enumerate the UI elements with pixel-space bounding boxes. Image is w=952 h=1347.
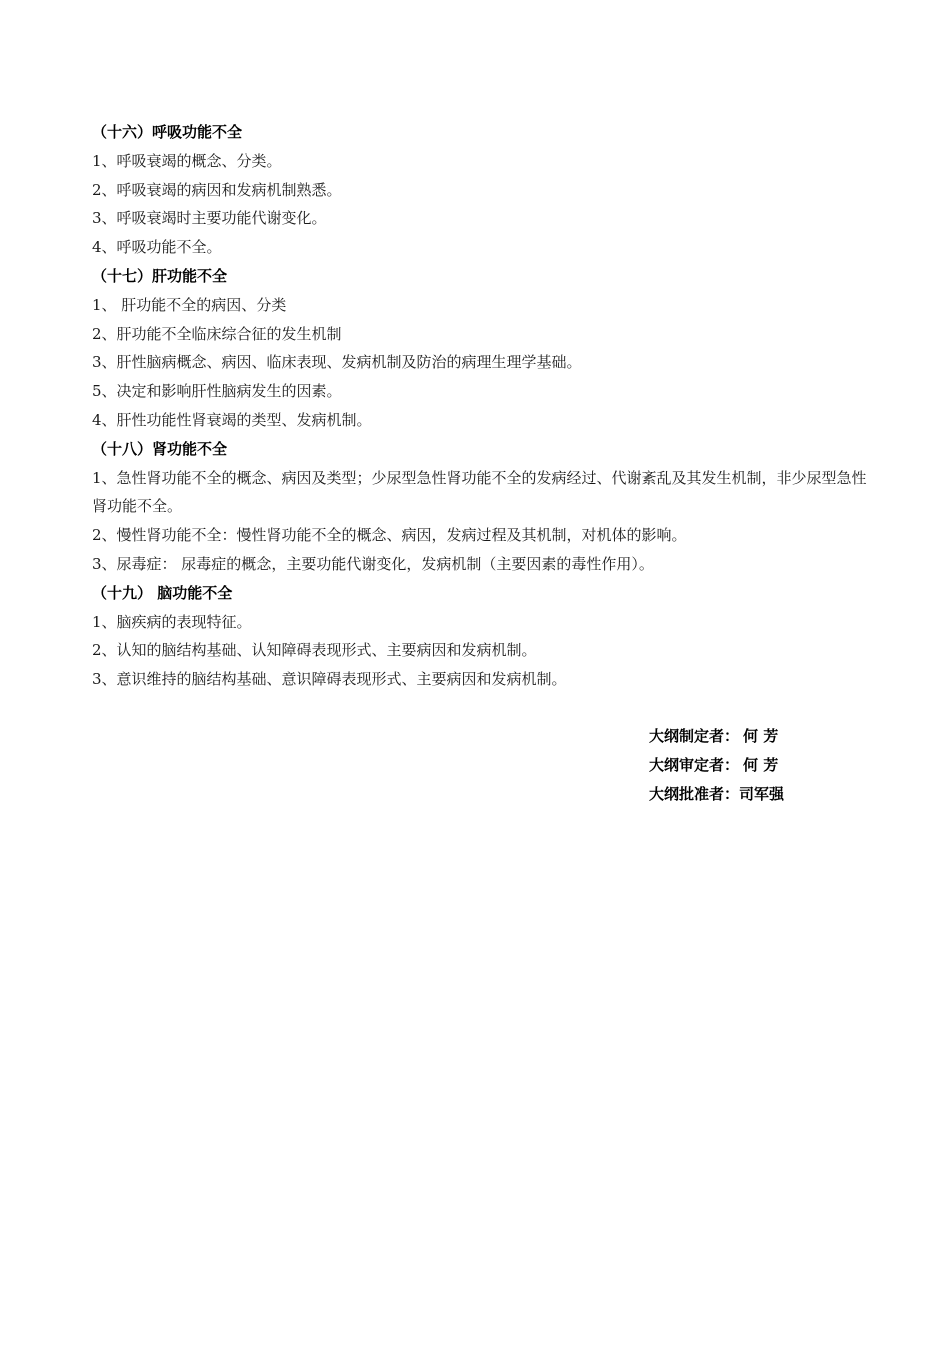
signature-approver-row — [649, 780, 784, 809]
list-item: 2、认知的脑结构基础、认知障碍表现形式、主要病因和发病机制。 — [92, 641, 537, 660]
list-item: 1、急性肾功能不全的概念、病因及类型；少尿型急性肾功能不全的发病经过、代谢紊乱及其发生机制，非少尿型急性肾功能不全。 — [92, 468, 867, 516]
list-item: 1、 肝功能不全的病因、分类 — [92, 295, 287, 314]
signature-block — [649, 722, 784, 808]
author-name: 何 芳 — [743, 727, 779, 745]
list-item: 2、肝功能不全临床综合征的发生机制 — [92, 324, 342, 343]
section-heading-17: （十七）肝功能不全 — [92, 266, 228, 285]
section-heading-19: （十九） 脑功能不全 — [92, 583, 233, 602]
signature-author-row — [649, 722, 784, 751]
author-label: 大纲制定者： — [649, 727, 740, 745]
list-item: 3、尿毒症： 尿毒症的概念，主要功能代谢变化，发病机制（主要因素的毒性作用）。 — [92, 554, 654, 573]
approver-name: 司军强 — [739, 784, 785, 803]
approver-label: 大纲批准者： — [649, 784, 740, 803]
signature-reviewer-row — [649, 751, 784, 780]
list-item: 1、脑疾病的表现特征。 — [92, 612, 252, 631]
list-item: 3、意识维持的脑结构基础、意识障碍表现形式、主要病因和发病机制。 — [92, 670, 567, 689]
section-heading-18: （十八）肾功能不全 — [92, 439, 228, 458]
reviewer-label: 大纲审定者： — [649, 755, 740, 774]
list-item: 3、呼吸衰竭时主要功能代谢变化。 — [92, 209, 327, 228]
list-item: 2、慢性肾功能不全：慢性肾功能不全的概念、病因，发病过程及其机制，对机体的影响。 — [92, 526, 687, 545]
list-item: 2、呼吸衰竭的病因和发病机制熟悉。 — [92, 180, 342, 199]
list-item: 3、肝性脑病概念、病因、临床表现、发病机制及防治的病理生理学基础。 — [92, 353, 582, 372]
syllabus-body — [92, 118, 872, 694]
reviewer-name: 何 芳 — [743, 755, 779, 774]
section-heading-16: （十六）呼吸功能不全 — [92, 123, 243, 141]
list-item: 1、呼吸衰竭的概念、分类。 — [92, 151, 282, 170]
list-item: 5、决定和影响肝性脑病发生的因素。 — [92, 382, 342, 401]
list-item: 4、呼吸功能不全。 — [92, 238, 222, 257]
list-item: 4、肝性功能性肾衰竭的类型、发病机制。 — [92, 410, 372, 429]
